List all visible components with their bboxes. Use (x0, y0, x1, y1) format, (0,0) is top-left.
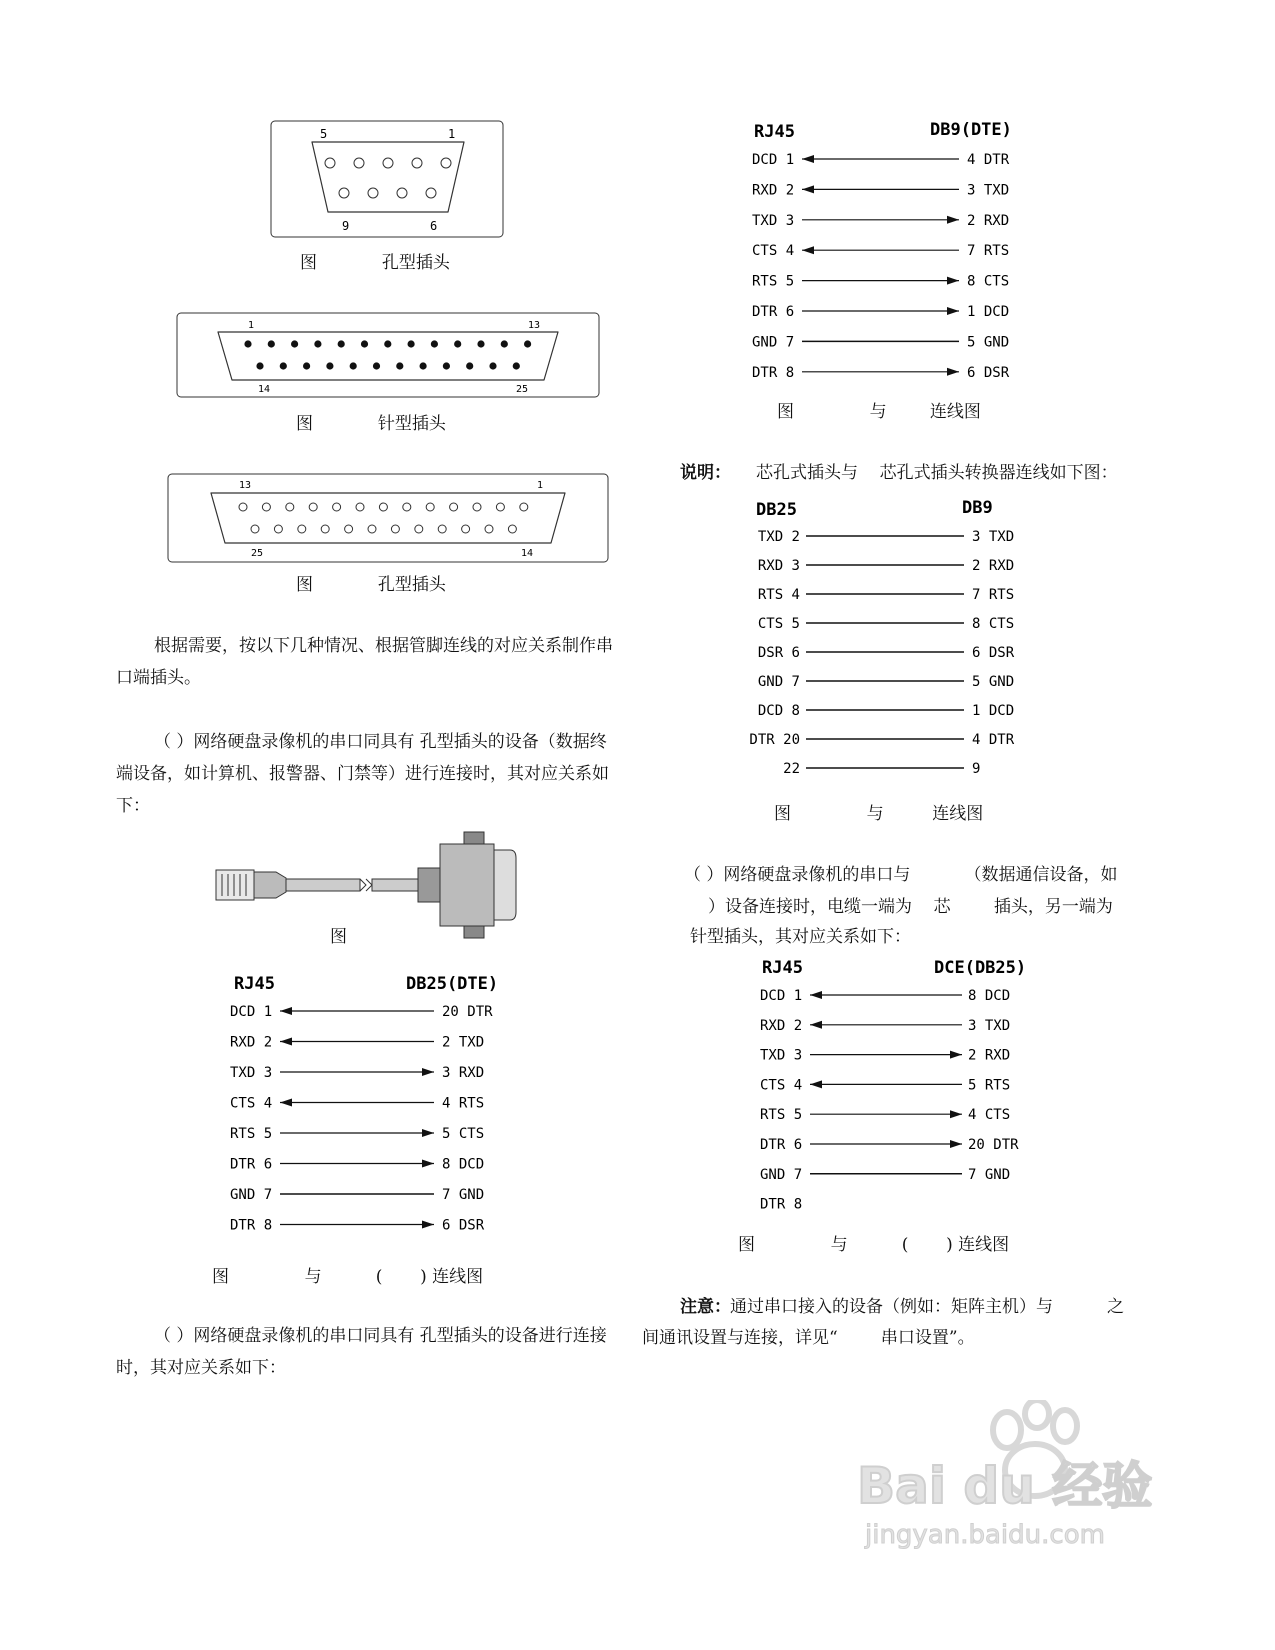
attention-line1: 通过串口接入的设备（例如：矩阵主机）与 之 (730, 1297, 1125, 1317)
right-pin-label: 6 DSR (967, 364, 1010, 381)
intro-paragraph: 根据需要，按以下几种情况、根据管脚连线的对应关系制作串口端插头。 (116, 636, 613, 688)
right-pin-label: 1 DCD (967, 304, 1010, 320)
pin (454, 340, 461, 347)
figure-caption: 图 孔型插头 (300, 253, 450, 273)
wiring-diagram (750, 496, 1050, 786)
arrow-left-icon (802, 246, 814, 254)
left-pin-label: RXD 2 (752, 182, 795, 199)
rj45-db25-wiring (228, 970, 528, 1240)
pin-label: 13 (239, 480, 252, 491)
pin (408, 340, 415, 347)
arrow-right-icon (422, 1160, 434, 1168)
pin-hole (485, 525, 493, 533)
right-header: DB9 (962, 498, 993, 518)
left-pin-label: DTR 20 (750, 732, 800, 748)
pin-hole (368, 525, 376, 533)
arrow-right-icon (422, 1221, 434, 1229)
pin-hole (426, 503, 434, 511)
wiring-diagram (228, 970, 528, 1240)
db9-female-diagram (270, 120, 504, 238)
pin-label: 14 (258, 384, 271, 395)
right-pin-label: 2 TXD (442, 1034, 485, 1051)
right-pin-label: 8 CTS (972, 616, 1015, 632)
right-header: DB25(DTE) (406, 974, 499, 994)
right-pin-label: 4 RTS (442, 1095, 485, 1112)
left-pin-label: RTS 5 (760, 1107, 803, 1124)
db25-male-diagram (176, 312, 600, 398)
arrow-left-icon (802, 155, 814, 163)
figure-caption: 图 (330, 927, 347, 947)
right-pin-label: 8 DCD (442, 1156, 485, 1173)
right-pin-label: 7 RTS (972, 587, 1015, 603)
pin-hole (321, 525, 329, 533)
pin (501, 340, 508, 347)
right-pin-label: 7 GND (442, 1187, 485, 1203)
left-header: RJ45 (762, 958, 803, 978)
case3-line1: （ ）网络硬盘录像机的串口与 （数据通信设备，如 (684, 865, 1118, 885)
left-pin-label: GND 7 (757, 674, 800, 690)
pin (443, 362, 450, 369)
arrow-right-icon (947, 307, 959, 315)
pin (477, 340, 484, 347)
arrow-right-icon (950, 1110, 962, 1118)
wiring-diagram (760, 954, 1060, 1219)
pin-label: 1 (448, 127, 456, 141)
left-header: DB25 (756, 500, 797, 520)
pin-label: 6 (430, 219, 438, 233)
pin-hole (262, 503, 270, 511)
right-pin-label: 8 DCD (968, 988, 1011, 1004)
left-pin-label: CTS 4 (230, 1095, 273, 1112)
pin (396, 362, 403, 369)
arrow-left-icon (802, 185, 814, 193)
right-header: DCE(DB25) (934, 958, 1027, 978)
pin-label: 25 (516, 384, 529, 395)
left-pin-label: DCD 8 (757, 703, 800, 719)
right-pin-label: 2 RXD (972, 558, 1015, 574)
left-pin-label: RXD 2 (230, 1034, 273, 1051)
left-pin-label: TXD 3 (760, 1047, 803, 1064)
right-pin-label: 2 RXD (967, 212, 1010, 229)
figure-caption: 图 与 连线图 (777, 402, 981, 422)
right-pin-label: 9 (972, 761, 981, 777)
left-pin-label: RTS 5 (230, 1126, 273, 1142)
case1-paragraph: （ ）网络硬盘录像机的串口同具有 孔型插头的设备（数据终端设备，如计算机、报警器、门禁等）进行连接时，其对应关系如下： (116, 732, 609, 816)
left-pin-label: DTR 8 (760, 1196, 803, 1213)
pin-label: 25 (251, 548, 264, 559)
right-pin-label: 20 DTR (442, 1004, 493, 1020)
pin-hole (391, 525, 399, 533)
pin (431, 340, 438, 347)
pin-label: 9 (342, 219, 350, 233)
pin-hole (462, 525, 470, 533)
right-pin-label: 8 CTS (967, 273, 1010, 290)
pin-hole (520, 503, 528, 511)
left-pin-label: RXD 2 (760, 1017, 803, 1034)
pin-hole (450, 503, 458, 511)
watermark-logo: Bai du 经验 (857, 1457, 1153, 1515)
left-pin-label: GND 7 (760, 1166, 803, 1183)
pin-hole (309, 503, 317, 511)
note-label: 说明： (680, 463, 731, 483)
pin-label: 1 (537, 480, 544, 491)
db9-female-figure (270, 120, 504, 238)
pin-hole (298, 525, 306, 533)
pin (256, 362, 263, 369)
pin (268, 340, 275, 347)
pin-hole (356, 503, 364, 511)
pin (466, 362, 473, 369)
pin-hole (508, 525, 516, 533)
pin-label: 14 (521, 548, 534, 559)
pin-hole (473, 503, 481, 511)
arrow-left-icon (280, 1038, 292, 1046)
rj45-dce-wiring (760, 954, 1060, 1219)
arrow-left-icon (810, 1080, 822, 1088)
figure-caption: 图 与 ( ) 连线图 (212, 1267, 484, 1287)
pin (314, 340, 321, 347)
pin (280, 362, 287, 369)
left-pin-label: DTR 8 (230, 1217, 273, 1234)
right-pin-label: 4 CTS (968, 1107, 1011, 1124)
case2-paragraph: （ ）网络硬盘录像机的串口同具有 孔型插头的设备进行连接时，其对应关系如下： (116, 1326, 607, 1378)
figure-caption: 图 孔型插头 (296, 575, 446, 595)
left-pin-label: CTS 4 (752, 243, 795, 260)
right-pin-label: 5 RTS (968, 1077, 1011, 1094)
pin (524, 340, 531, 347)
left-header: RJ45 (234, 974, 275, 994)
arrow-right-icon (950, 1140, 962, 1148)
attention-line2: 间通讯设置与连接，详见“ 串口设置”。 (642, 1328, 975, 1348)
pin-hole (286, 503, 294, 511)
pin (326, 362, 333, 369)
rj45-db25-cable-figure (214, 830, 544, 940)
pin-hole (403, 503, 411, 511)
pin (384, 340, 391, 347)
db25-female-diagram (167, 473, 609, 563)
attention-label: 注意： (680, 1297, 731, 1317)
arrow-right-icon (947, 216, 959, 224)
pin (361, 340, 368, 347)
figure-caption: 图 与 连线图 (774, 804, 984, 824)
arrow-left-icon (810, 991, 822, 999)
right-pin-label: 1 DCD (972, 703, 1015, 719)
db25-db9-wiring (750, 496, 1050, 786)
pin-hole (274, 525, 282, 533)
figure-caption: 图 与 ( ) 连线图 (738, 1235, 1010, 1255)
left-pin-label: RXD 3 (757, 558, 800, 574)
right-pin-label: 6 DSR (442, 1217, 485, 1234)
db25-female-figure (167, 473, 609, 563)
pin (373, 362, 380, 369)
arrow-left-icon (810, 1021, 822, 1029)
left-pin-label: 22 (783, 761, 800, 777)
right-header: DB9(DTE) (930, 120, 1012, 140)
pin-hole (438, 525, 446, 533)
pin-hole (333, 503, 341, 511)
pin (291, 340, 298, 347)
pin (303, 362, 310, 369)
pin-label: 5 (320, 127, 328, 141)
right-pin-label: 4 DTR (972, 732, 1015, 748)
pin (244, 340, 251, 347)
pin-hole (251, 525, 259, 533)
right-pin-label: 7 RTS (967, 243, 1010, 260)
pin-hole (379, 503, 387, 511)
right-pin-label: 4 DTR (967, 152, 1010, 168)
pin (420, 362, 427, 369)
left-pin-label: CTS 4 (760, 1077, 803, 1094)
right-pin-label: 5 GND (972, 674, 1015, 690)
right-pin-label: 7 GND (968, 1166, 1011, 1183)
left-pin-label: DSR 6 (757, 645, 800, 661)
wiring-diagram (752, 118, 1052, 390)
pin-hole (345, 525, 353, 533)
left-pin-label: DCD 1 (760, 988, 803, 1004)
baidu-watermark (855, 1400, 1153, 1570)
left-header: RJ45 (754, 122, 795, 142)
arrow-right-icon (950, 1051, 962, 1059)
right-pin-label: 3 TXD (972, 529, 1015, 545)
right-pin-label: 5 GND (967, 334, 1010, 351)
pin-label: 13 (528, 320, 541, 331)
note-text: 芯孔式插头与 芯孔式插头转换器连线如下图： (756, 463, 1118, 483)
left-pin-label: DTR 6 (752, 304, 795, 320)
pin-hole (415, 525, 423, 533)
db25-male-figure (176, 312, 600, 398)
right-pin-label: 3 TXD (968, 1017, 1011, 1034)
rj45-db9-wiring (752, 118, 1052, 390)
left-pin-label: TXD 3 (752, 212, 795, 229)
pin-label: 1 (248, 320, 255, 331)
arrow-right-icon (422, 1068, 434, 1076)
left-pin-label: DTR 8 (752, 364, 795, 381)
right-pin-label: 3 RXD (442, 1065, 485, 1081)
case3-line3: 针型插头，其对应关系如下： (690, 927, 911, 947)
left-pin-label: RTS 5 (752, 273, 795, 290)
pin (338, 340, 345, 347)
left-pin-label: TXD 3 (230, 1065, 273, 1081)
arrow-right-icon (947, 368, 959, 376)
right-pin-label: 3 TXD (967, 182, 1010, 199)
left-pin-label: RTS 4 (757, 587, 800, 603)
pin-hole (239, 503, 247, 511)
left-pin-label: DCD 1 (752, 152, 795, 168)
right-pin-label: 5 CTS (442, 1126, 485, 1142)
left-pin-label: GND 7 (230, 1187, 273, 1203)
left-pin-label: DCD 1 (230, 1004, 273, 1020)
right-pin-label: 6 DSR (972, 645, 1015, 661)
right-pin-label: 2 RXD (968, 1047, 1011, 1064)
case3-line2: ）设备连接时，电缆一端为 芯 插头，另一端为 (708, 897, 1113, 917)
left-pin-label: DTR 6 (760, 1137, 803, 1153)
cable-diagram (214, 830, 544, 940)
pin (350, 362, 357, 369)
arrow-right-icon (422, 1129, 434, 1137)
figure-caption: 图 针型插头 (296, 414, 446, 434)
watermark-url: jingyan.baidu.com (865, 1520, 1105, 1550)
left-pin-label: GND 7 (752, 334, 795, 351)
pin (513, 362, 520, 369)
left-pin-label: TXD 2 (757, 529, 800, 545)
left-pin-label: DTR 6 (230, 1156, 273, 1173)
arrow-left-icon (280, 1099, 292, 1107)
arrow-right-icon (947, 277, 959, 285)
left-pin-label: CTS 5 (757, 616, 800, 632)
arrow-left-icon (280, 1007, 292, 1015)
pin-hole (496, 503, 504, 511)
right-pin-label: 20 DTR (968, 1137, 1019, 1153)
pin (489, 362, 496, 369)
